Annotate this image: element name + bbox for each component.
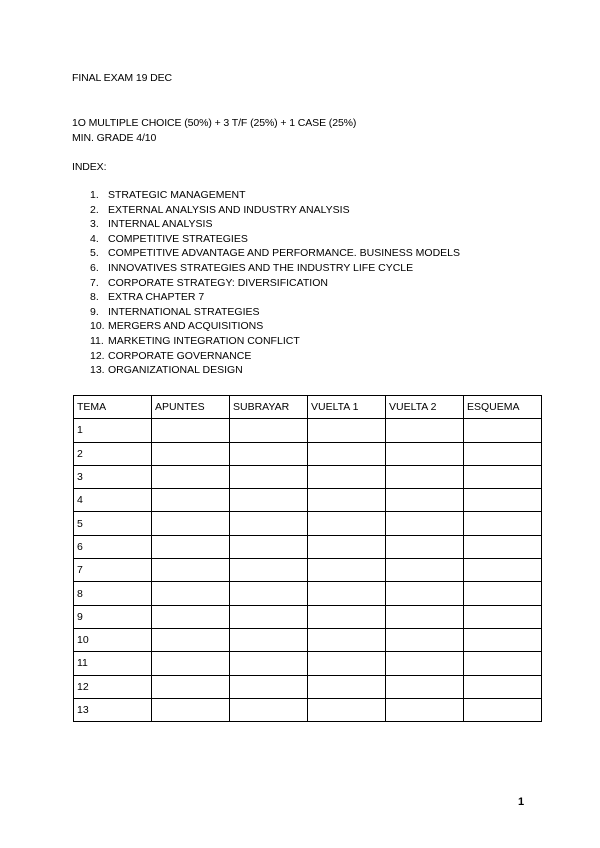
index-item-label: INTERNAL ANALYSIS <box>108 218 213 231</box>
table-cell <box>386 512 464 535</box>
index-item-number: 12. <box>90 349 105 362</box>
table-cell <box>230 652 308 675</box>
index-item-number: 10. <box>90 320 105 333</box>
tema-cell: 13 <box>74 698 152 721</box>
table-cell <box>464 675 542 698</box>
tema-cell: 4 <box>74 489 152 512</box>
index-item <box>72 349 460 364</box>
table-cell <box>386 605 464 628</box>
index-item-label: COMPETITIVE ADVANTAGE AND PERFORMANCE. BUSINESS MODELS <box>108 247 461 260</box>
table-cell <box>308 628 386 651</box>
tema-cell: 1 <box>74 419 152 442</box>
table-cell <box>308 559 386 582</box>
column-header: VUELTA 2 <box>386 396 464 419</box>
column-header: TEMA <box>74 396 152 419</box>
min-grade: MIN. GRADE 4/10 <box>72 132 157 144</box>
table-cell <box>386 559 464 582</box>
index-item-number: 5. <box>90 247 99 260</box>
column-header: VUELTA 1 <box>308 396 386 419</box>
table-cell <box>386 628 464 651</box>
table-cell <box>308 652 386 675</box>
index-item-number: 13. <box>90 364 105 377</box>
study-tracker-table <box>73 395 542 722</box>
table-row <box>74 419 542 442</box>
index-item <box>72 319 460 334</box>
column-header: APUNTES <box>152 396 230 419</box>
index-item <box>72 261 460 276</box>
table-cell <box>386 419 464 442</box>
column-header: SUBRAYAR <box>230 396 308 419</box>
tema-cell: 3 <box>74 465 152 488</box>
table-cell <box>308 512 386 535</box>
table-row <box>74 559 542 582</box>
table-cell <box>386 582 464 605</box>
tema-cell: 5 <box>74 512 152 535</box>
table-cell <box>152 605 230 628</box>
index-item <box>72 290 460 305</box>
index-item <box>72 276 460 291</box>
index-item <box>72 232 460 247</box>
table-cell <box>464 535 542 558</box>
table-cell <box>464 442 542 465</box>
index-item-number: 8. <box>90 291 99 304</box>
index-item-number: 3. <box>90 218 99 231</box>
table-cell <box>308 605 386 628</box>
index-item <box>72 217 460 232</box>
table-cell <box>308 465 386 488</box>
table-cell <box>230 465 308 488</box>
table-cell <box>230 582 308 605</box>
column-header: ESQUEMA <box>464 396 542 419</box>
index-item-number: 11. <box>90 334 104 347</box>
table-row <box>74 652 542 675</box>
table-row <box>74 675 542 698</box>
page-number: 1 <box>518 796 525 808</box>
table-cell <box>464 419 542 442</box>
table-cell <box>308 535 386 558</box>
table-cell <box>308 582 386 605</box>
table-cell <box>464 559 542 582</box>
tema-cell: 2 <box>74 442 152 465</box>
table-row <box>74 698 542 721</box>
table-cell <box>152 582 230 605</box>
document-title: FINAL EXAM 19 DEC <box>72 72 173 84</box>
table-cell <box>386 442 464 465</box>
table-cell <box>230 559 308 582</box>
index-item-label: EXTERNAL ANALYSIS AND INDUSTRY ANALYSIS <box>108 203 350 216</box>
table-cell <box>386 698 464 721</box>
index-item-number: 2. <box>90 203 99 216</box>
index-item-label: COMPETITIVE STRATEGIES <box>108 232 248 245</box>
tema-cell: 10 <box>74 628 152 651</box>
exam-format: 1O MULTIPLE CHOICE (50%) + 3 T/F (25%) + 1 CASE (25%) <box>72 117 357 129</box>
index-item-label: MARKETING INTEGRATION CONFLICT <box>108 334 300 347</box>
table-cell <box>464 489 542 512</box>
table-row <box>74 512 542 535</box>
table-cell <box>308 489 386 512</box>
index-item <box>72 203 460 218</box>
table-cell <box>386 489 464 512</box>
index-item <box>72 305 460 320</box>
table-cell <box>464 652 542 675</box>
table-row <box>74 489 542 512</box>
table-cell <box>386 465 464 488</box>
table-cell <box>230 628 308 651</box>
table-cell <box>464 582 542 605</box>
table-cell <box>386 652 464 675</box>
table-cell <box>308 698 386 721</box>
index-item-label: INNOVATIVES STRATEGIES AND THE INDUSTRY LIFE CYCLE <box>108 261 414 274</box>
index-item <box>72 334 460 349</box>
table-cell <box>386 675 464 698</box>
table-cell <box>308 675 386 698</box>
table-cell <box>230 419 308 442</box>
table-cell <box>230 535 308 558</box>
table-row <box>74 442 542 465</box>
index-item-label: INTERNATIONAL STRATEGIES <box>108 305 260 318</box>
table-cell <box>152 512 230 535</box>
table-cell <box>152 675 230 698</box>
table-cell <box>152 465 230 488</box>
table-cell <box>230 489 308 512</box>
table-row <box>74 605 542 628</box>
table-cell <box>152 652 230 675</box>
table-cell <box>230 512 308 535</box>
table-cell <box>152 442 230 465</box>
table-cell <box>152 698 230 721</box>
table-cell <box>152 628 230 651</box>
index-list <box>72 188 460 378</box>
index-item-number: 1. <box>90 189 99 201</box>
tema-cell: 11 <box>74 652 152 675</box>
table-cell <box>464 628 542 651</box>
table-cell <box>464 605 542 628</box>
index-item-number: 6. <box>90 261 99 274</box>
table-cell <box>152 489 230 512</box>
tema-cell: 8 <box>74 582 152 605</box>
table-cell <box>152 535 230 558</box>
index-label: INDEX: <box>72 161 107 173</box>
table-row <box>74 465 542 488</box>
index-item <box>72 246 460 261</box>
table-cell <box>230 442 308 465</box>
index-item-number: 9. <box>90 305 99 318</box>
table-cell <box>464 698 542 721</box>
table-cell <box>230 675 308 698</box>
index-item <box>72 188 460 203</box>
table-row <box>74 582 542 605</box>
index-item-number: 4. <box>90 232 99 245</box>
index-item <box>72 363 460 378</box>
table-cell <box>152 419 230 442</box>
table-row <box>74 535 542 558</box>
table-header-row <box>74 396 542 419</box>
table-cell <box>230 698 308 721</box>
index-item-label: CORPORATE GOVERNANCE <box>108 349 252 362</box>
table-cell <box>308 419 386 442</box>
table-cell <box>464 512 542 535</box>
index-item-label: EXTRA CHAPTER 7 <box>108 291 205 304</box>
index-item-label: MERGERS AND ACQUISITIONS <box>108 320 264 333</box>
tema-cell: 7 <box>74 559 152 582</box>
index-item-number: 7. <box>90 276 99 289</box>
index-item-label: ORGANIZATIONAL DESIGN <box>108 364 243 377</box>
table-cell <box>308 442 386 465</box>
table-cell <box>386 535 464 558</box>
tema-cell: 12 <box>74 675 152 698</box>
tema-cell: 9 <box>74 605 152 628</box>
index-item-label: CORPORATE STRATEGY: DIVERSIFICATION <box>108 276 328 289</box>
tema-cell: 6 <box>74 535 152 558</box>
index-item-label: STRATEGIC MANAGEMENT <box>108 189 246 201</box>
table-cell <box>230 605 308 628</box>
table-cell <box>464 465 542 488</box>
table-row <box>74 628 542 651</box>
table-cell <box>152 559 230 582</box>
